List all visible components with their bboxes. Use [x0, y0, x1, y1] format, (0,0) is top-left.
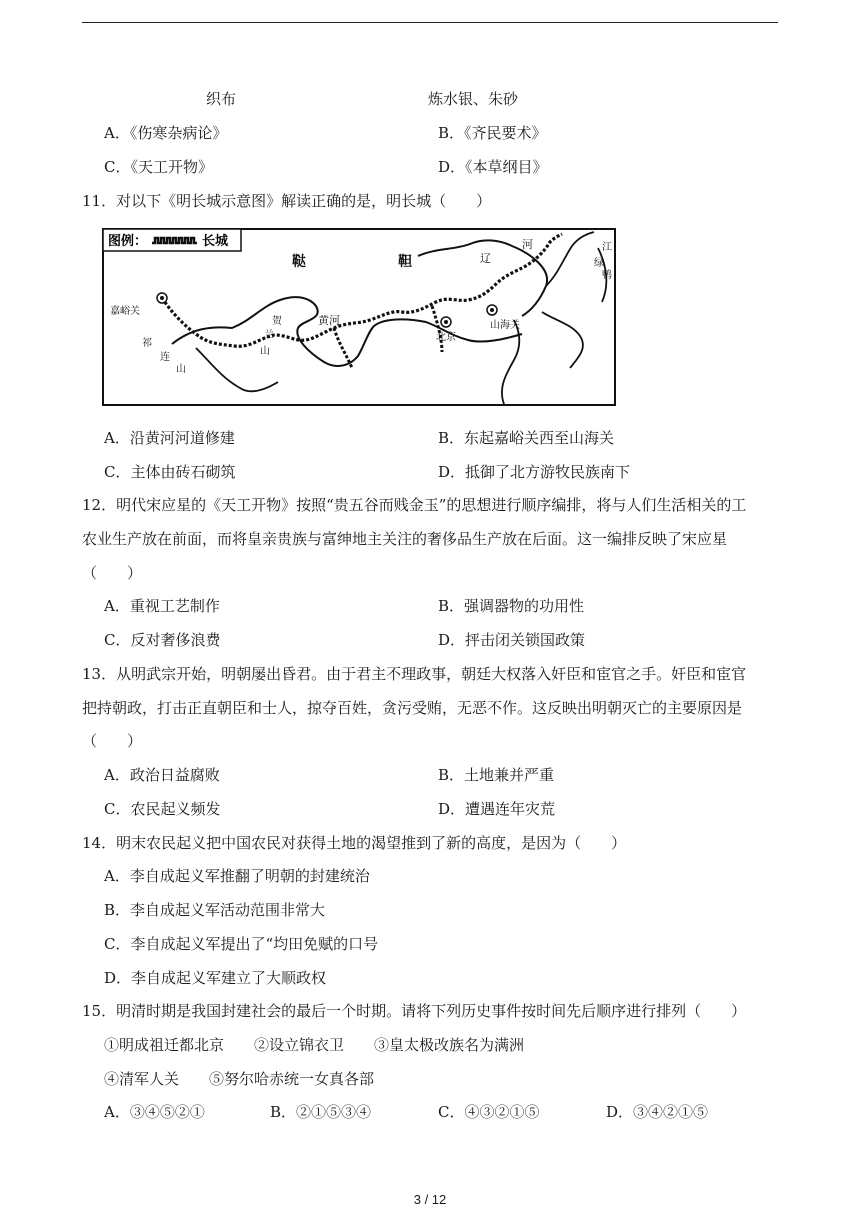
q14-option-c: C．李自成起义军提出了“均田免赋的口号	[104, 935, 379, 953]
q10-option-a: A．《伤寒杂病论》	[104, 124, 228, 142]
header-rule	[82, 22, 778, 23]
label-dan: 靼	[398, 254, 412, 270]
q13-option-a: A．政治日益腐败	[104, 766, 220, 784]
q14-option-b: B．李自成起义军活动范围非常大	[104, 901, 326, 919]
q15-option-a: A．③④⑤②①	[104, 1103, 205, 1121]
label-qilian-2: 连	[160, 352, 170, 363]
map-legend-title: 图例：	[108, 234, 148, 249]
label-helan-3: 山	[260, 346, 270, 357]
label-qilian-3: 山	[176, 364, 186, 375]
q15-events-line-1: ①明成祖迁都北京 ②设立锦衣卫 ③皇太极改族名为满洲	[104, 1036, 525, 1054]
q11-stem: 11．对以下《明长城示意图》解读正确的是，明长城（ ）	[82, 192, 492, 210]
q11-option-a: A．沿黄河河道修建	[104, 429, 235, 447]
q13-option-c: C．农民起义频发	[104, 800, 221, 818]
q13-option-d: D．遭遇连年灾荒	[438, 800, 556, 818]
label-yalu-1: 鸭	[602, 270, 612, 281]
label-beijing: 北京	[436, 332, 456, 343]
q12-line-3: （ ）	[82, 564, 143, 582]
q10-option-b: B．《齐民要术》	[438, 124, 547, 142]
q15-option-b: B．②①⑤③④	[270, 1103, 372, 1121]
q12-option-a: A．重视工艺制作	[104, 597, 220, 615]
q12-line-1: 12．明代宋应星的《天工开物》按照“贵五谷而贱金玉”的思想进行顺序编排，将与人们生活相关的工	[82, 496, 747, 514]
label-helan-1: 贺	[272, 316, 282, 327]
q11-option-b: B．东起嘉峪关西至山海关	[438, 429, 615, 447]
page-number: 3 / 12	[413, 1192, 447, 1207]
q11-option-c: C．主体由砖石砌筑	[104, 463, 236, 481]
q15-stem: 15．明清时期是我国封建社会的最后一个时期。请将下列历史事件按时间先后顺序进行排列（ ）	[82, 1002, 747, 1020]
q15-option-c: C．④③②①⑤	[438, 1103, 540, 1121]
label-huanghe: 黄河	[318, 314, 340, 327]
q12-option-b: B．强调器物的功用性	[438, 597, 585, 615]
q13-line-1: 13．从明武宗开始，明朝屡出昏君。由于君主不理政事，朝廷大权落入奸臣和宦官之手。奸臣和宦官	[82, 665, 747, 683]
q10-option-d: D．《本草纲目》	[438, 158, 548, 176]
q12-option-d: D．抨击闭关锁国政策	[438, 631, 586, 649]
q10-right-label: 炼水银、朱砂	[428, 90, 519, 108]
label-liao-2: 河	[522, 238, 533, 251]
q14-stem: 14．明末农民起义把中国农民对获得土地的渴望推到了新的高度，是因为（ ）	[82, 834, 627, 852]
q10-left-label: 织布	[206, 90, 237, 108]
label-shanhaiguan: 山海关	[490, 320, 520, 331]
map-legend-label: 长城	[202, 234, 229, 249]
label-qilian-1: 祁	[142, 338, 152, 349]
q13-line-3: （ ）	[82, 732, 143, 750]
q14-option-a: A．李自成起义军推翻了明朝的封建统治	[104, 867, 370, 885]
label-liao-1: 辽	[480, 252, 491, 265]
q15-events-line-2: ④清军人关 ⑤努尔哈赤统一女真各部	[104, 1070, 375, 1088]
label-helan-2: 兰	[264, 330, 274, 341]
label-yalu-3: 江	[602, 242, 612, 253]
great-wall-map	[102, 228, 616, 406]
map-frame	[103, 229, 615, 405]
q15-option-d: D．③④②①⑤	[606, 1103, 709, 1121]
q14-option-d: D．李自成起义军建立了大顺政权	[104, 969, 327, 987]
q12-option-c: C．反对奢侈浪费	[104, 631, 221, 649]
q13-line-2: 把持朝政，打击正直朝臣和士人，掠夺百姓，贪污受贿，无恶不作。这反映出明朝灭亡的主要原因是	[82, 699, 743, 717]
label-da: 鞑	[292, 254, 306, 270]
q13-option-b: B．土地兼并严重	[438, 766, 555, 784]
q12-line-2: 农业生产放在前面，而将皇亲贵族与富绅地主关注的奢侈品生产放在后面。这一编排反映了宋应星	[82, 530, 728, 548]
q11-option-d: D．抵御了北方游牧民族南下	[438, 463, 631, 481]
label-yalu-2: 绿	[594, 258, 604, 269]
label-jiayuguan: 嘉峪关	[110, 306, 140, 317]
q10-option-c: C．《天工开物》	[104, 158, 213, 176]
